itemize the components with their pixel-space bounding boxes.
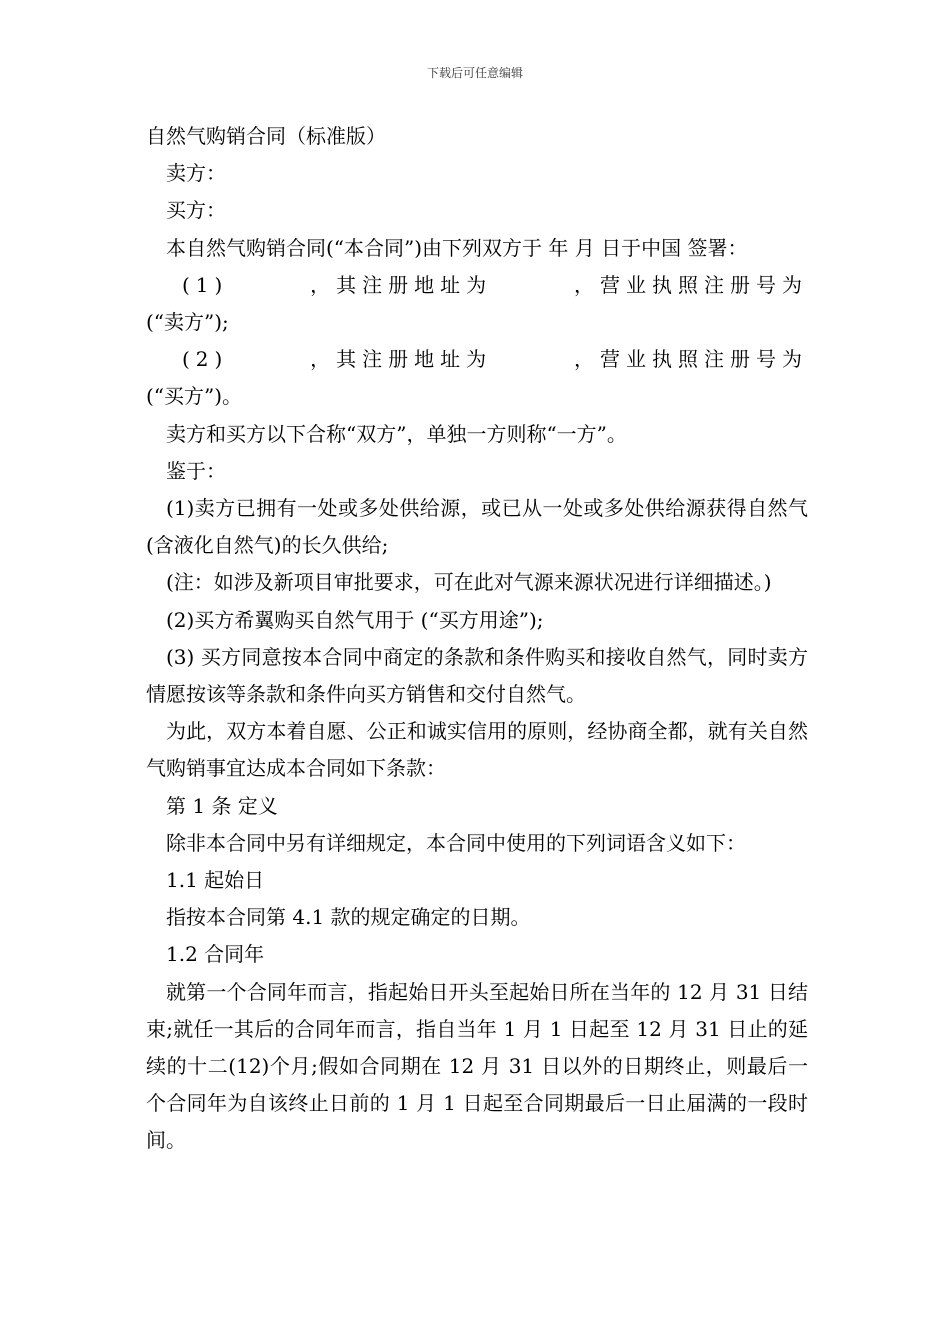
collective-definition: 卖方和买方以下合称“双方”，单独一方则称“一方”。 bbox=[166, 421, 627, 446]
party2-line bbox=[146, 341, 808, 378]
whereas-heading: 鉴于： bbox=[166, 458, 226, 483]
party2-license: ，营业执照注册号为 bbox=[574, 347, 808, 372]
party1-line bbox=[146, 267, 808, 304]
agreement-statement: 为此，双方本着自愿、公正和诚实信用的原则，经协商全都，就有关自然气购销事宜达成本合同如下条款： bbox=[146, 719, 808, 781]
party2-number: (2) bbox=[182, 347, 229, 372]
seller-label: 卖方： bbox=[166, 161, 226, 186]
party1-address: ，其注册地址为 bbox=[310, 272, 493, 297]
preamble: 本自然气购销合同(“本合同”)由下列双方于 年 月 日于中国 签署： bbox=[166, 235, 748, 260]
recital-1: (1)卖方已拥有一处或多处供给源，或已从一处或多处供给源获得自然气(含液化自然气)的长久供给; bbox=[146, 496, 808, 558]
recital-3: (3) 买方同意按本合同中商定的条款和条件购买和接收自然气，同时卖方情愿按该等条款和条件向买方销售和交付自然气。 bbox=[146, 644, 808, 707]
page-header: 下载后可任意编辑 bbox=[426, 66, 523, 80]
document-body bbox=[146, 118, 808, 1160]
party1-license: ，营业执照注册号为 bbox=[574, 272, 808, 297]
article-1-intro: 除非本合同中另有详细规定，本合同中使用的下列词语含义如下： bbox=[166, 830, 746, 855]
definition-1-1-title: 1.1 起始日 bbox=[166, 868, 265, 893]
party1-number: (1) bbox=[182, 272, 229, 297]
definition-1-2-text: 就第一个合同年而言，指起始日开头至起始日所在当年的 12 月 31 日结束;就任一其后的合同年而言，指自当年 1 月 1 日起至 12 月 31 日止的延续的十二(12)个月;假如合同期在 12 月 31 日以外的日期终止，则最后一个合同年为自该终止日前的 1 月 1 日起至合同期最后一日止届满的一段时间。 bbox=[146, 979, 808, 1153]
document-title: 自然气购销合同（标准版） bbox=[146, 124, 386, 148]
buyer-label: 买方： bbox=[166, 198, 226, 223]
party2-alias: (“买方”)。 bbox=[146, 384, 243, 409]
party1-alias: (“卖方”); bbox=[146, 310, 229, 335]
definition-1-1-text: 指按本合同第 4.1 款的规定确定的日期。 bbox=[166, 905, 531, 930]
article-1-title: 第 1 条 定义 bbox=[166, 793, 278, 818]
party2-address: ，其注册地址为 bbox=[310, 347, 493, 372]
recital-note: (注：如涉及新项目审批要求，可在此对气源来源状况进行详细描述。) bbox=[166, 570, 772, 595]
definition-1-2-title: 1.2 合同年 bbox=[166, 942, 265, 967]
recital-2: (2)买方希翼购买自然气用于 (“买方用途”); bbox=[166, 607, 544, 632]
